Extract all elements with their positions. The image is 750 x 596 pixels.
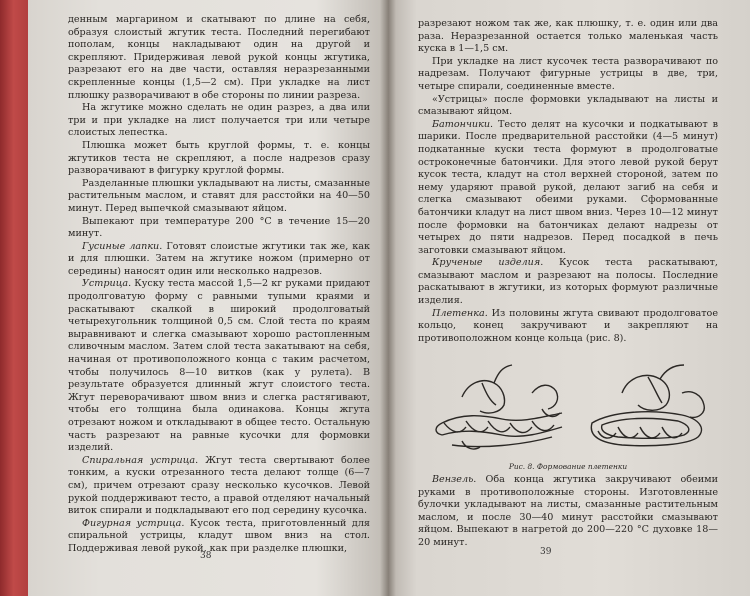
book-cover-edge <box>0 0 30 596</box>
paragraph-text: Куску теста массой 1,5—2 кг руками придают продолговатую форму с равными тупыми краями и раскатывают скалкой в широкий продолговатый четырехугольник толщиной 0,5 см. Слой теста по краям выравнивают и слегка смазывают хорошо растопленным сливочным маслом. Затем слой теста закатывают на себя, начиная от противоположного конца с таким расчетом, чтобы получилось 8—10 витков (как у рулета). В результате образуется длинный жгут слоистого теста. Жгут переворачивают швом вниз и слегка растягивают, чтобы его толщина была одинакова. Концы жгута отрезают ножом и откладывают в общее тесто. Остальную часть разрезают на равные кусочки для формовки изделий. <box>68 278 370 454</box>
right-page-text-top <box>418 18 718 345</box>
paragraph <box>68 14 370 102</box>
paragraph-heading: Плетенка. <box>432 307 488 319</box>
paragraph-text: Выпекают при температуре 200 °С в течение 15—20 минут. <box>68 215 370 240</box>
paragraph <box>418 18 718 56</box>
paragraph-text: На жгутике можно сделать не один разрез, а два или три и при укладке на лист получается три или четыре слоистых лепестка. <box>68 102 370 139</box>
paragraph <box>68 518 370 556</box>
right-page-number: 39 <box>540 547 552 557</box>
left-page-text <box>68 14 370 556</box>
paragraph-text: Плюшка может быть круглой формы, т. е. концы жгутиков теста не скрепляют, а после надрезов сразу разворачивают в фигурку круглой формы. <box>68 139 370 177</box>
paragraph <box>68 241 370 279</box>
paragraph <box>68 455 370 518</box>
book-gutter <box>380 0 396 596</box>
paragraph <box>68 278 370 454</box>
paragraph-text: Кусок теста раскатывают, смазывают маслом и разрезают на полосы. Последние раскатывают в жгутики, из которых формуют различные изделия. <box>418 257 718 307</box>
paragraph <box>68 178 370 216</box>
paragraph-text: разрезают ножом так же, как плюшку, т. е. один или два раза. Неразрезанной остается только маленькая часть куска в 1—1,5 см. <box>418 18 718 55</box>
left-page-number: 38 <box>200 551 212 561</box>
paragraph-text: Жгут теста свертывают более тонким, а куски отрезанного теста делают толще (6—7 см), причем отрезают сразу несколько кусочков. Левой рукой поддерживают тесто, а правой отделяют начальный виток спирали и подкладывают его под середину кусочка. <box>68 454 370 517</box>
paragraph <box>418 56 718 94</box>
paragraph-text: Разделанные плюшки укладывают на листы, смазанные растительным маслом, и ставят для расстойки на 40—50 минут. Перед выпечкой смазывают яйцом. <box>68 177 370 214</box>
paragraph-text: Из половины жгута свивают продолговатое кольцо, конец закручивают и закрепляют на противоположном конце кольца (рис. 8). <box>418 307 718 344</box>
paragraph <box>68 102 370 140</box>
paragraph-heading: Спиральная устрица. <box>82 454 199 466</box>
paragraph-text: Оба конца жгутика закручивают обеими руками в противоположные стороны. Изготовленные булочки укладывают на листы, смазанные растительным маслом, и после 30—40 минут расстойки смазывают яйцом. Выпекают в нагретой до 200—220 °С духовке 18—20 минут. <box>418 474 718 548</box>
braid-hands-illustration <box>422 353 720 461</box>
paragraph <box>418 119 718 258</box>
left-page <box>28 0 388 596</box>
paragraph <box>418 94 718 119</box>
right-page-text-bottom <box>418 474 718 550</box>
right-page-text <box>418 18 718 550</box>
paragraph-heading: Гусиные лапки. <box>82 240 163 252</box>
paragraph-heading: Устрица. <box>82 278 132 290</box>
paragraph <box>418 257 718 307</box>
paragraph-text: Готовят слоистые жгутики так же, как и для плюшки. Затем на жгутике ножом (примерно от середины) наносят один или несколько надрезов. <box>68 240 371 277</box>
paragraph-heading: Батончики. <box>432 118 494 130</box>
right-page <box>388 0 750 596</box>
paragraph <box>68 140 370 178</box>
paragraph-text: Тесто делят на кусочки и подкатывают в шарики. После предварительной расстойки (4—5 минут) подкатанные куски теста формуют в продолговатые остроконечные батончики. Для этого левой рукой берут кусок теста, кладут на стол верхней стороной, затем по нему ударяют правой рукой, делают загиб на себя и слегка смазывают обеими руками. Сформованные батончики кладут на лист швом вниз. Через 10—12 минут после формовки на батончиках делают надрезы от четырех до пяти надрезов. Перед посадкой в печь заготовки смазывают яйцом. <box>418 118 718 256</box>
paragraph-heading: Фигурная устрица. <box>82 517 185 529</box>
paragraph-text: Кусок теста, приготовленный для спиральной устрицы, кладут швом вниз на стол. Поддерживая левой рукой, как при разделке плюшки, <box>68 517 370 554</box>
paragraph <box>68 216 370 241</box>
figure-caption: Рис. 8. Формование плетенки <box>508 462 628 472</box>
paragraph <box>418 474 718 550</box>
paragraph-text: «Устрицы» после формовки укладывают на листы и смазывают яйцом. <box>418 93 718 118</box>
paragraph-heading: Вензель. <box>432 474 477 486</box>
paragraph-heading: Крученые изделия. <box>432 257 544 269</box>
paragraph-text: При укладке на лист кусочек теста разворачивают по надрезам. Получают фигурные устрицы в две, три, четыре спирали, соединенные вместе. <box>418 55 718 92</box>
figure-braiding-illustration <box>422 353 720 461</box>
paragraph-text: денным маргарином и скатывают по длине на себя, образуя слоистый жгутик теста. Последний перегибают пополам, концы накладывают один на другой и скрепляют. Придерживая левой рукой концы жгутика, разрезают его на две части, оставляя неразрезанными скрепленные концы (1,5—2 см). При укладке на лист плюшку разворачивают в обе стороны по линии разреза. <box>68 14 370 101</box>
paragraph <box>418 308 718 346</box>
